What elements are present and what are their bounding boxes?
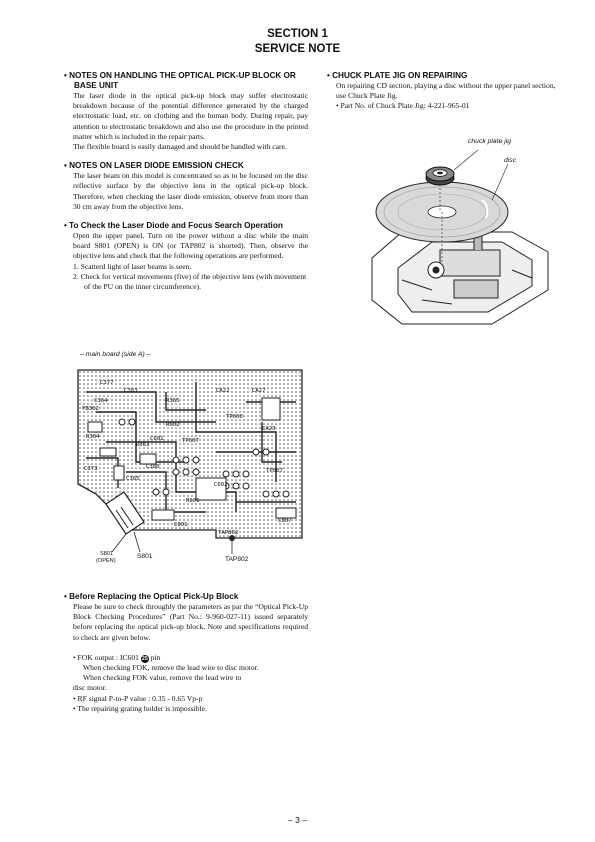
silk-label: TP607 [182,438,199,444]
para-chuck-plate: On repairing CD section, playing a disc without the upper panel section, use Chuck Plate Jig. [336,81,556,101]
label-s801-small: S801 [100,551,114,557]
silk-label: R602 [166,422,180,428]
silk-label: CA22 [216,388,230,394]
silk-label: CA27 [252,388,266,394]
heading-handling: • NOTES ON HANDLING THE OPTICAL PICK-UP BLOCK OR BASE UNIT [64,71,296,90]
bullet-fok-line4: disc motor. [73,683,107,693]
label-chuck-plate-jig: chuck plate jig [468,138,512,145]
page-title: SERVICE NOTE [254,43,341,55]
silk-label: C383 [124,388,138,394]
silk-label: C364 [94,398,108,404]
left-column-lower [64,592,308,714]
heading-replacing: • Before Replacing the Optical Pick-Up Block [64,592,239,601]
silk-label: R601 [186,498,200,504]
para-chuck-part-no: • Part No. of Chuck Plate Jig: 4-221-965-01 [336,101,470,111]
label-tap802: TAP802 [225,556,249,563]
label-s801: S801 [137,553,153,560]
silk-label: TP607 [266,468,283,474]
bullet-fok: • FOK output : IC601 25 pin [73,652,161,662]
silk-label: TAP802 [218,530,239,536]
silk-label: R363 [136,442,150,448]
silk-label: FB302 [82,406,99,412]
para-emission: The laser beam on this model is concentrated so as to be focused on the disc reflective surface by the objective lens in the optical pick-up block. Therefore, when checking the laser diode emission, observe from more than 30 cm away from the objective lens. [73,171,308,211]
label-disc: disc [504,157,517,164]
main-board-figure [66,362,318,576]
label-open-small: (OPEN) [96,558,116,564]
silk-label: R365 [166,398,180,404]
silk-label: C377 [100,380,114,386]
silk-label: C365 [126,476,140,482]
silk-label: R364 [86,434,100,440]
silk-label: TP600 [226,414,243,420]
para-replacing: Please be sure to check throughly the parameters as par the “Optical Pick-Up Block Checking Procedures” (Part No.: 9-960-027-11) issued separately before replacing the optical pick-up block. Note and specifications required to check are given below. [73,602,308,642]
silk-label: C801 [174,522,188,528]
silk-label: C807 [278,518,292,524]
silk-label: C373 [84,466,98,472]
base-unit [372,232,548,324]
silk-label: C601 [150,436,164,442]
heading-focus-search: • To Check the Laser Diode and Focus Search Operation [64,221,283,231]
list-item-1: 1. Scatterd light of laser beams is seen. [73,261,192,271]
para-handling-1: The laser diode in the optical pick-up block may suffer electrostatic breakdown because of the potential difference generated by the charged electrostatic load, etc. on clothing and the human body. During repair, pay attention to electrostatic breakdown and also use the procedure in the printed matter which is included in the repair parts. [73,91,308,141]
silk-label: C380 [146,464,160,470]
para-handling-2: The flexible board is easily damaged and should be handled with care. [73,142,287,152]
bullet-rf: • RF signal P-to-P value : 0.35 - 0.65 Vp-p [73,693,203,703]
board-caption: – main board (side A) – [80,351,151,358]
page-number: – 3 – [287,815,308,825]
chuck-plate-figure [362,140,562,336]
silk-label: CA23 [262,426,276,432]
section-number: SECTION 1 [267,28,328,40]
heading-emission: • NOTES ON LASER DIODE EMISSION CHECK [64,161,244,171]
bullet-fok-line2: When checking FOK, remove the lead wire to disc motor. [83,663,259,673]
silk-label: C602 [214,482,228,488]
leader-disc [492,164,508,200]
leader-jig [454,150,478,170]
heading-chuck-plate: • CHUCK PLATE JIG ON REPAIRING [327,71,468,80]
bullet-fok-line3: When checking FOK value, remove the lead wire to [83,673,242,683]
bullet-grating: • The repairing grating holder is impossible. [73,703,207,713]
para-focus-search: Open the upper panel. Turn on the power without a disc while the main board S801 (OPEN) is ON (or TAP802 is shorted). Then, observe the objective lens and check that the following operations are performed. [73,231,308,261]
list-item-2: 2. Check for vertical movements (five) of the objective lens (with movement of the PU on the inner circumference). [73,271,307,292]
circled-number-icon: 25 [141,655,148,662]
right-column [327,71,567,112]
left-column [64,71,308,292]
